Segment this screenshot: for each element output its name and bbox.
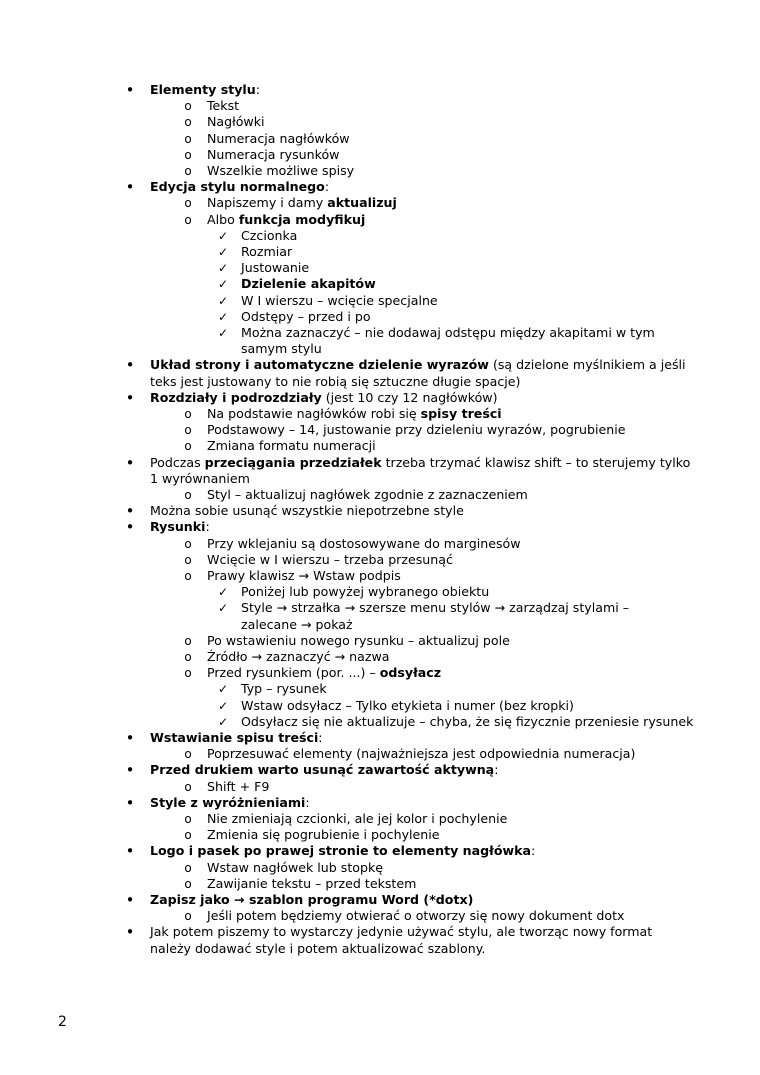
text: Wstaw odsyłacz – Tylko etykieta i numer (bez kropki): [241, 697, 574, 713]
list-item-level-3: [241, 325, 655, 341]
list-item-level-2: [207, 163, 354, 179]
list-item-level-1: [150, 892, 473, 908]
bullet-marker-level-3: ✓: [217, 714, 229, 729]
list-item-level-1: [150, 843, 535, 859]
list-item-level-3: [241, 698, 574, 714]
bullet-marker-level-1: •: [125, 453, 135, 472]
page-number: 2: [58, 1014, 67, 1030]
text: (jest 10 czy 12 nagłówków): [321, 389, 498, 405]
bullet-marker-level-1: •: [125, 178, 135, 197]
list-item-continuation: [150, 941, 485, 957]
bullet-marker-level-2: o: [184, 666, 192, 681]
text: Numeracja nagłówków: [207, 130, 350, 146]
list-item-level-1: [150, 179, 329, 195]
text: trzeba trzymać klawisz shift – to sterujemy tylko: [381, 454, 691, 470]
list-item-level-3: [241, 228, 297, 244]
bold-text: spisy treści: [420, 406, 502, 421]
list-item-level-1: [150, 519, 210, 535]
bullet-marker-level-3: ✓: [217, 326, 229, 340]
bullet-marker-level-3: ✓: [217, 682, 229, 697]
list-item-level-2: [207, 422, 625, 438]
text: Można sobie usunąć wszystkie niepotrzebne style: [150, 503, 464, 519]
bullet-marker-level-2: o: [184, 747, 192, 762]
text: Zmienia się pogrubienie i pochylenie: [207, 827, 440, 843]
bullet-marker-level-3: ✓: [217, 245, 229, 259]
bullet-marker-level-2: o: [184, 196, 192, 211]
text: Styl – aktualizuj nagłówek zgodnie z zaznaczeniem: [207, 487, 528, 502]
bullet-marker-level-1: •: [125, 729, 135, 747]
bullet-marker-level-3: ✓: [217, 277, 229, 292]
bold-text: Style z wyróżnieniami: [150, 794, 306, 810]
text: :: [205, 519, 210, 535]
text: Źródło → zaznaczyć → nazwa: [207, 649, 390, 664]
text: samym stylu: [241, 341, 322, 357]
list-item-level-1: [150, 455, 690, 471]
bullet-marker-level-2: o: [184, 164, 192, 178]
bold-text: Rysunki: [150, 519, 206, 535]
bold-text: odsyłacz: [379, 665, 442, 681]
bold-text: Elementy stylu: [150, 82, 256, 97]
bullet-marker-level-1: •: [125, 81, 135, 99]
bullet-marker-level-2: o: [184, 536, 192, 551]
text: Podstawowy – 14, justowanie przy dzieleniu wyrazów, pogrubienie: [207, 422, 626, 438]
list-item-level-3: [241, 584, 489, 600]
bullet-marker-level-3: ✓: [217, 309, 229, 324]
text: teks jest justowany to nie robią się sztuczne długie spacje): [150, 373, 521, 389]
list-item-level-3: [241, 600, 629, 616]
bullet-marker-level-2: o: [184, 909, 192, 924]
list-item-level-2: [207, 212, 365, 228]
text: :: [531, 843, 536, 859]
bullet-marker-level-3: ✓: [217, 228, 229, 243]
list-item-level-2: [207, 114, 265, 130]
text: Rozmiar: [241, 244, 293, 259]
text: Tekst: [207, 98, 240, 114]
text: Jak potem piszemy to wystarczy jedynie używać stylu, ale tworząc nowy format: [150, 924, 653, 940]
bullet-marker-level-2: o: [184, 423, 192, 438]
list-item-level-3: [241, 260, 309, 276]
list-item-level-2: [207, 147, 339, 163]
text: Wstaw nagłówek lub stopkę: [207, 859, 384, 875]
text: (są dzielone myślnikiem a jeśli: [488, 357, 686, 373]
list-item-level-2: [207, 195, 397, 211]
list-item-level-3: [241, 276, 376, 292]
bullet-marker-level-1: •: [125, 518, 135, 537]
bullet-marker-level-1: •: [125, 793, 135, 812]
bullet-marker-level-2: o: [184, 633, 192, 648]
text: Albo: [207, 211, 239, 227]
text: Napiszemy i damy: [207, 195, 328, 211]
text: Poniżej lub powyżej wybranego obiektu: [241, 584, 490, 600]
bold-text: Dzielenie akapitów: [241, 276, 376, 292]
list-item-level-1: [150, 762, 498, 778]
bullet-marker-level-1: •: [125, 923, 135, 942]
list-item-level-1: [150, 924, 652, 940]
text: Numeracja rysunków: [207, 146, 340, 162]
text: Podczas: [150, 454, 205, 470]
text: Przed rysunkiem (por. ...) –: [207, 665, 380, 681]
list-item-level-3: [241, 293, 438, 309]
list-item-level-2: [207, 536, 521, 552]
bullet-marker-level-2: o: [184, 860, 192, 875]
list-item-level-1: [150, 390, 498, 406]
bullet-marker-level-2: o: [184, 488, 192, 502]
list-item-level-1: [150, 357, 686, 373]
text: Zmiana formatu numeracji: [207, 438, 376, 454]
bold-text: Rozdziały i podrozdziały: [150, 389, 322, 405]
list-item-level-2: [207, 568, 401, 584]
list-item-level-1: [150, 730, 323, 746]
bold-text: przeciągania przedziałek: [204, 454, 382, 470]
text: :: [318, 730, 323, 745]
text: Poprzesuwać elementy (najważniejsza jest odpowiednia numeracja): [207, 746, 636, 762]
text: :: [494, 762, 499, 778]
list-item-continuation: [241, 617, 353, 633]
list-item-level-3: [241, 309, 371, 325]
list-item-level-2: [207, 406, 502, 422]
text: należy dodawać style i potem aktualizować szablony.: [150, 940, 486, 956]
bold-text: Układ strony i automatyczne dzielenie wyrazów: [150, 357, 489, 373]
list-item-continuation: [150, 374, 520, 390]
bullet-marker-level-3: ✓: [217, 293, 229, 308]
list-item-level-1: [150, 82, 260, 98]
bullet-marker-level-3: ✓: [217, 698, 229, 713]
list-item-level-2: [207, 633, 510, 649]
text: W I wierszu – wcięcie specjalne: [241, 292, 438, 308]
text: Jeśli potem będziemy otwierać o otworzy się nowy dokument dotx: [207, 908, 625, 924]
text: :: [255, 82, 260, 97]
list-item-continuation: [150, 471, 250, 487]
list-item-level-2: [207, 746, 635, 762]
bullet-marker-level-2: o: [184, 876, 192, 891]
text: Zawijanie tekstu – przed tekstem: [207, 875, 417, 891]
bold-text: Logo i pasek po prawej stronie to elementy nagłówka: [150, 843, 531, 859]
list-item-level-2: [207, 827, 440, 843]
list-item-level-2: [207, 860, 383, 876]
bullet-marker-level-2: o: [184, 650, 192, 664]
text: :: [324, 179, 330, 195]
list-item-level-3: [241, 681, 327, 697]
bullet-marker-level-2: o: [184, 147, 192, 162]
bold-text: funkcja modyfikuj: [238, 211, 366, 227]
list-item-level-2: [207, 649, 390, 665]
text: Shift + F9: [207, 778, 270, 794]
list-item-level-2: [207, 552, 453, 568]
list-item-level-2: [207, 487, 528, 503]
list-item-level-2: [207, 908, 624, 924]
bold-text: Edycja stylu normalnego: [150, 179, 325, 195]
list-item-level-2: [207, 876, 416, 892]
bullet-marker-level-1: •: [125, 388, 135, 407]
text: Wcięcie w I wierszu – trzeba przesunąć: [207, 551, 453, 567]
bold-text: aktualizuj: [327, 195, 397, 211]
list-item-level-1: [150, 795, 310, 811]
bullet-marker-level-2: o: [184, 131, 192, 146]
bold-text: Przed drukiem warto usunąć zawartość aktywną: [150, 762, 495, 778]
text: Nie zmieniają czcionki, ale jej kolor i pochylenie: [207, 811, 508, 826]
bullet-marker-level-1: •: [125, 891, 135, 909]
list-item-level-1: [150, 503, 464, 519]
list-item-continuation: [241, 341, 322, 357]
text: Justowanie: [241, 260, 310, 276]
text: Po wstawieniu nowego rysunku – aktualizuj pole: [207, 632, 510, 648]
bullet-marker-level-2: o: [184, 552, 192, 567]
bullet-marker-level-2: o: [184, 99, 192, 114]
bold-text: Zapisz jako → szablon programu Word (*dotx): [150, 892, 474, 907]
bullet-marker-level-3: ✓: [217, 601, 229, 616]
text: Przy wklejaniu są dostosowywane do marginesów: [207, 535, 521, 551]
text: zalecane → pokaż: [241, 616, 353, 632]
bullet-marker-level-3: ✓: [217, 585, 229, 600]
bullet-marker-level-2: o: [184, 812, 192, 826]
list-item-level-2: [207, 811, 507, 827]
list-item-level-2: [207, 438, 376, 454]
bullet-marker-level-2: o: [184, 407, 192, 421]
bullet-marker-level-1: •: [125, 502, 135, 521]
text: :: [305, 794, 310, 810]
bold-text: Wstawianie spisu treści: [150, 730, 319, 745]
text: Prawy klawisz → Wstaw podpis: [207, 568, 401, 583]
text: Typ – rysunek: [241, 681, 327, 697]
list-item-level-2: [207, 131, 350, 147]
text: 1 wyrównaniem: [150, 470, 250, 486]
list-item-level-3: [241, 244, 292, 260]
bullet-marker-level-3: ✓: [217, 261, 229, 276]
bullet-marker-level-1: •: [125, 761, 135, 780]
bullet-marker-level-2: o: [184, 115, 192, 130]
text: Odstępy – przed i po: [241, 308, 371, 324]
text: Można zaznaczyć – nie dodawaj odstępu między akapitami w tym: [241, 325, 655, 340]
bullet-marker-level-2: o: [184, 212, 192, 227]
bullet-marker-level-1: •: [125, 842, 135, 861]
list-item-level-2: [207, 665, 441, 681]
text: Style → strzałka → szersze menu stylów → zarządzaj stylami –: [241, 600, 630, 616]
bullet-marker-level-2: o: [184, 439, 192, 454]
text: Wszelkie możliwe spisy: [207, 163, 355, 178]
bullet-marker-level-2: o: [184, 779, 192, 794]
list-item-level-2: [207, 98, 239, 114]
text: Odsyłacz się nie aktualizuje – chyba, że się fizycznie przeniesie rysunek: [241, 713, 694, 729]
bullet-marker-level-2: o: [184, 569, 192, 583]
bullet-marker-level-1: •: [125, 356, 135, 375]
bullet-marker-level-2: o: [184, 828, 192, 843]
list-item-level-3: [241, 714, 693, 730]
text: Czcionka: [241, 227, 298, 243]
list-item-level-2: [207, 779, 269, 795]
text: Na podstawie nagłówków robi się: [207, 406, 421, 421]
text: Nagłówki: [207, 114, 265, 130]
